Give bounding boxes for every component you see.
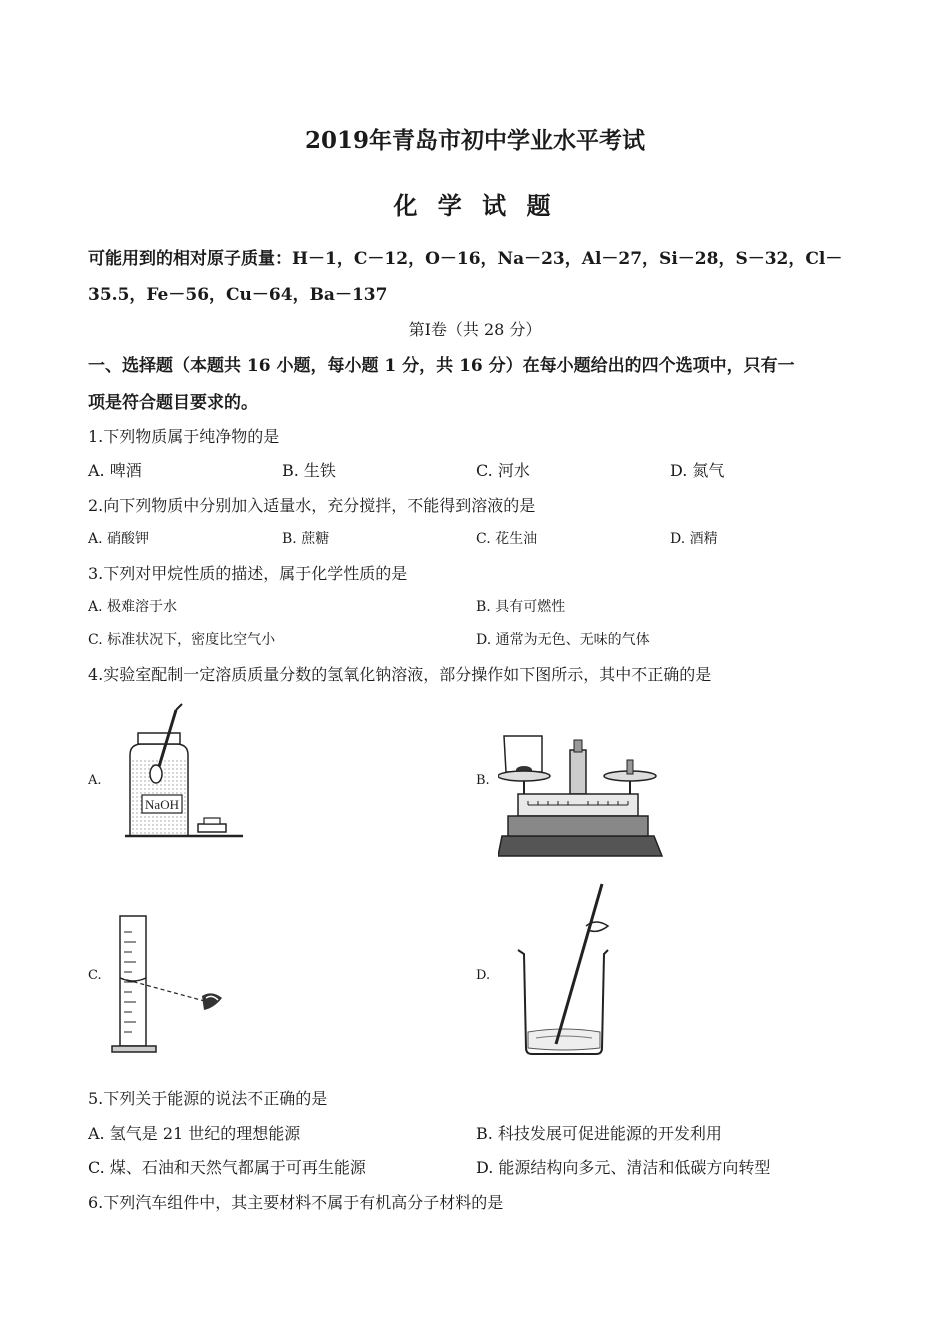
question-3-option-c: C. 标准状况下，密度比空气小	[88, 632, 276, 648]
exam-subtitle: 化 学 试 题	[393, 191, 557, 220]
question-1-stem: 1.下列物质属于纯净物的是	[88, 427, 280, 446]
atomic-masses-line-1: 可能用到的相对原子质量：H－1，C－12，O－16，Na－23，Al－27，Si－28，S－32，Cl－	[88, 249, 843, 269]
question-1-option-d: D. 氮气	[670, 461, 725, 480]
question-2-option-d: D. 酒精	[670, 531, 718, 547]
atomic-masses-line-2: 35.5，Fe－56，Cu－64，Ba－137	[88, 285, 388, 305]
question-5-stem: 5.下列关于能源的说法不正确的是	[88, 1089, 328, 1108]
question-5-option-a: A. 氢气是 21 世纪的理想能源	[88, 1124, 301, 1143]
figure-a-naoh-label: NaOH	[145, 797, 179, 812]
figure-a-naoh-bottle	[120, 700, 250, 842]
section-heading-line-2: 项是符合题目要求的。	[88, 393, 258, 413]
question-1-option-b: B. 生铁	[282, 461, 336, 480]
question-1-option-a: A. 啤酒	[88, 461, 142, 480]
question-5-option-c: C. 煤、石油和天然气都属于可再生能源	[88, 1158, 366, 1177]
question-3-option-a: A. 极难溶于水	[88, 599, 178, 615]
question-4-option-a: A.	[88, 773, 102, 788]
figure-c-graduated-cylinder	[108, 912, 238, 1056]
question-3-option-d: D. 通常为无色、无味的气体	[476, 632, 650, 648]
section-heading-line-1: 一、选择题（本题共 16 小题，每小题 1 分，共 16 分）在每小题给出的四个选项中，只有一	[88, 356, 795, 376]
question-2-option-c: C. 花生油	[476, 531, 538, 547]
question-1-option-c: C. 河水	[476, 461, 530, 480]
question-4-option-c: C.	[88, 968, 102, 983]
figure-d-beaker-stirring	[512, 880, 612, 1058]
question-2-option-a: A. 硝酸钾	[88, 531, 150, 547]
question-2-option-b: B. 蔗糖	[282, 531, 330, 547]
question-5-option-b: B. 科技发展可促进能源的开发利用	[476, 1124, 722, 1143]
question-4-option-b: B.	[476, 773, 490, 788]
question-6-stem: 6.下列汽车组件中，其主要材料不属于有机高分子材料的是	[88, 1193, 504, 1212]
figure-b-balance	[498, 732, 663, 860]
question-4-option-d: D.	[476, 968, 491, 983]
question-3-option-b: B. 具有可燃性	[476, 599, 566, 615]
question-2-stem: 2.向下列物质中分别加入适量水，充分搅拌，不能得到溶液的是	[88, 496, 536, 515]
volume-title: 第Ⅰ卷（共 28 分）	[408, 320, 542, 339]
question-3-stem: 3.下列对甲烷性质的描述，属于化学性质的是	[88, 564, 408, 583]
question-4-stem: 4.实验室配制一定溶质质量分数的氢氧化钠溶液，部分操作如下图所示，其中不正确的是	[88, 665, 712, 684]
exam-title: 2019年青岛市初中学业水平考试	[304, 127, 645, 154]
question-5-option-d: D. 能源结构向多元、清洁和低碳方向转型	[476, 1158, 771, 1177]
